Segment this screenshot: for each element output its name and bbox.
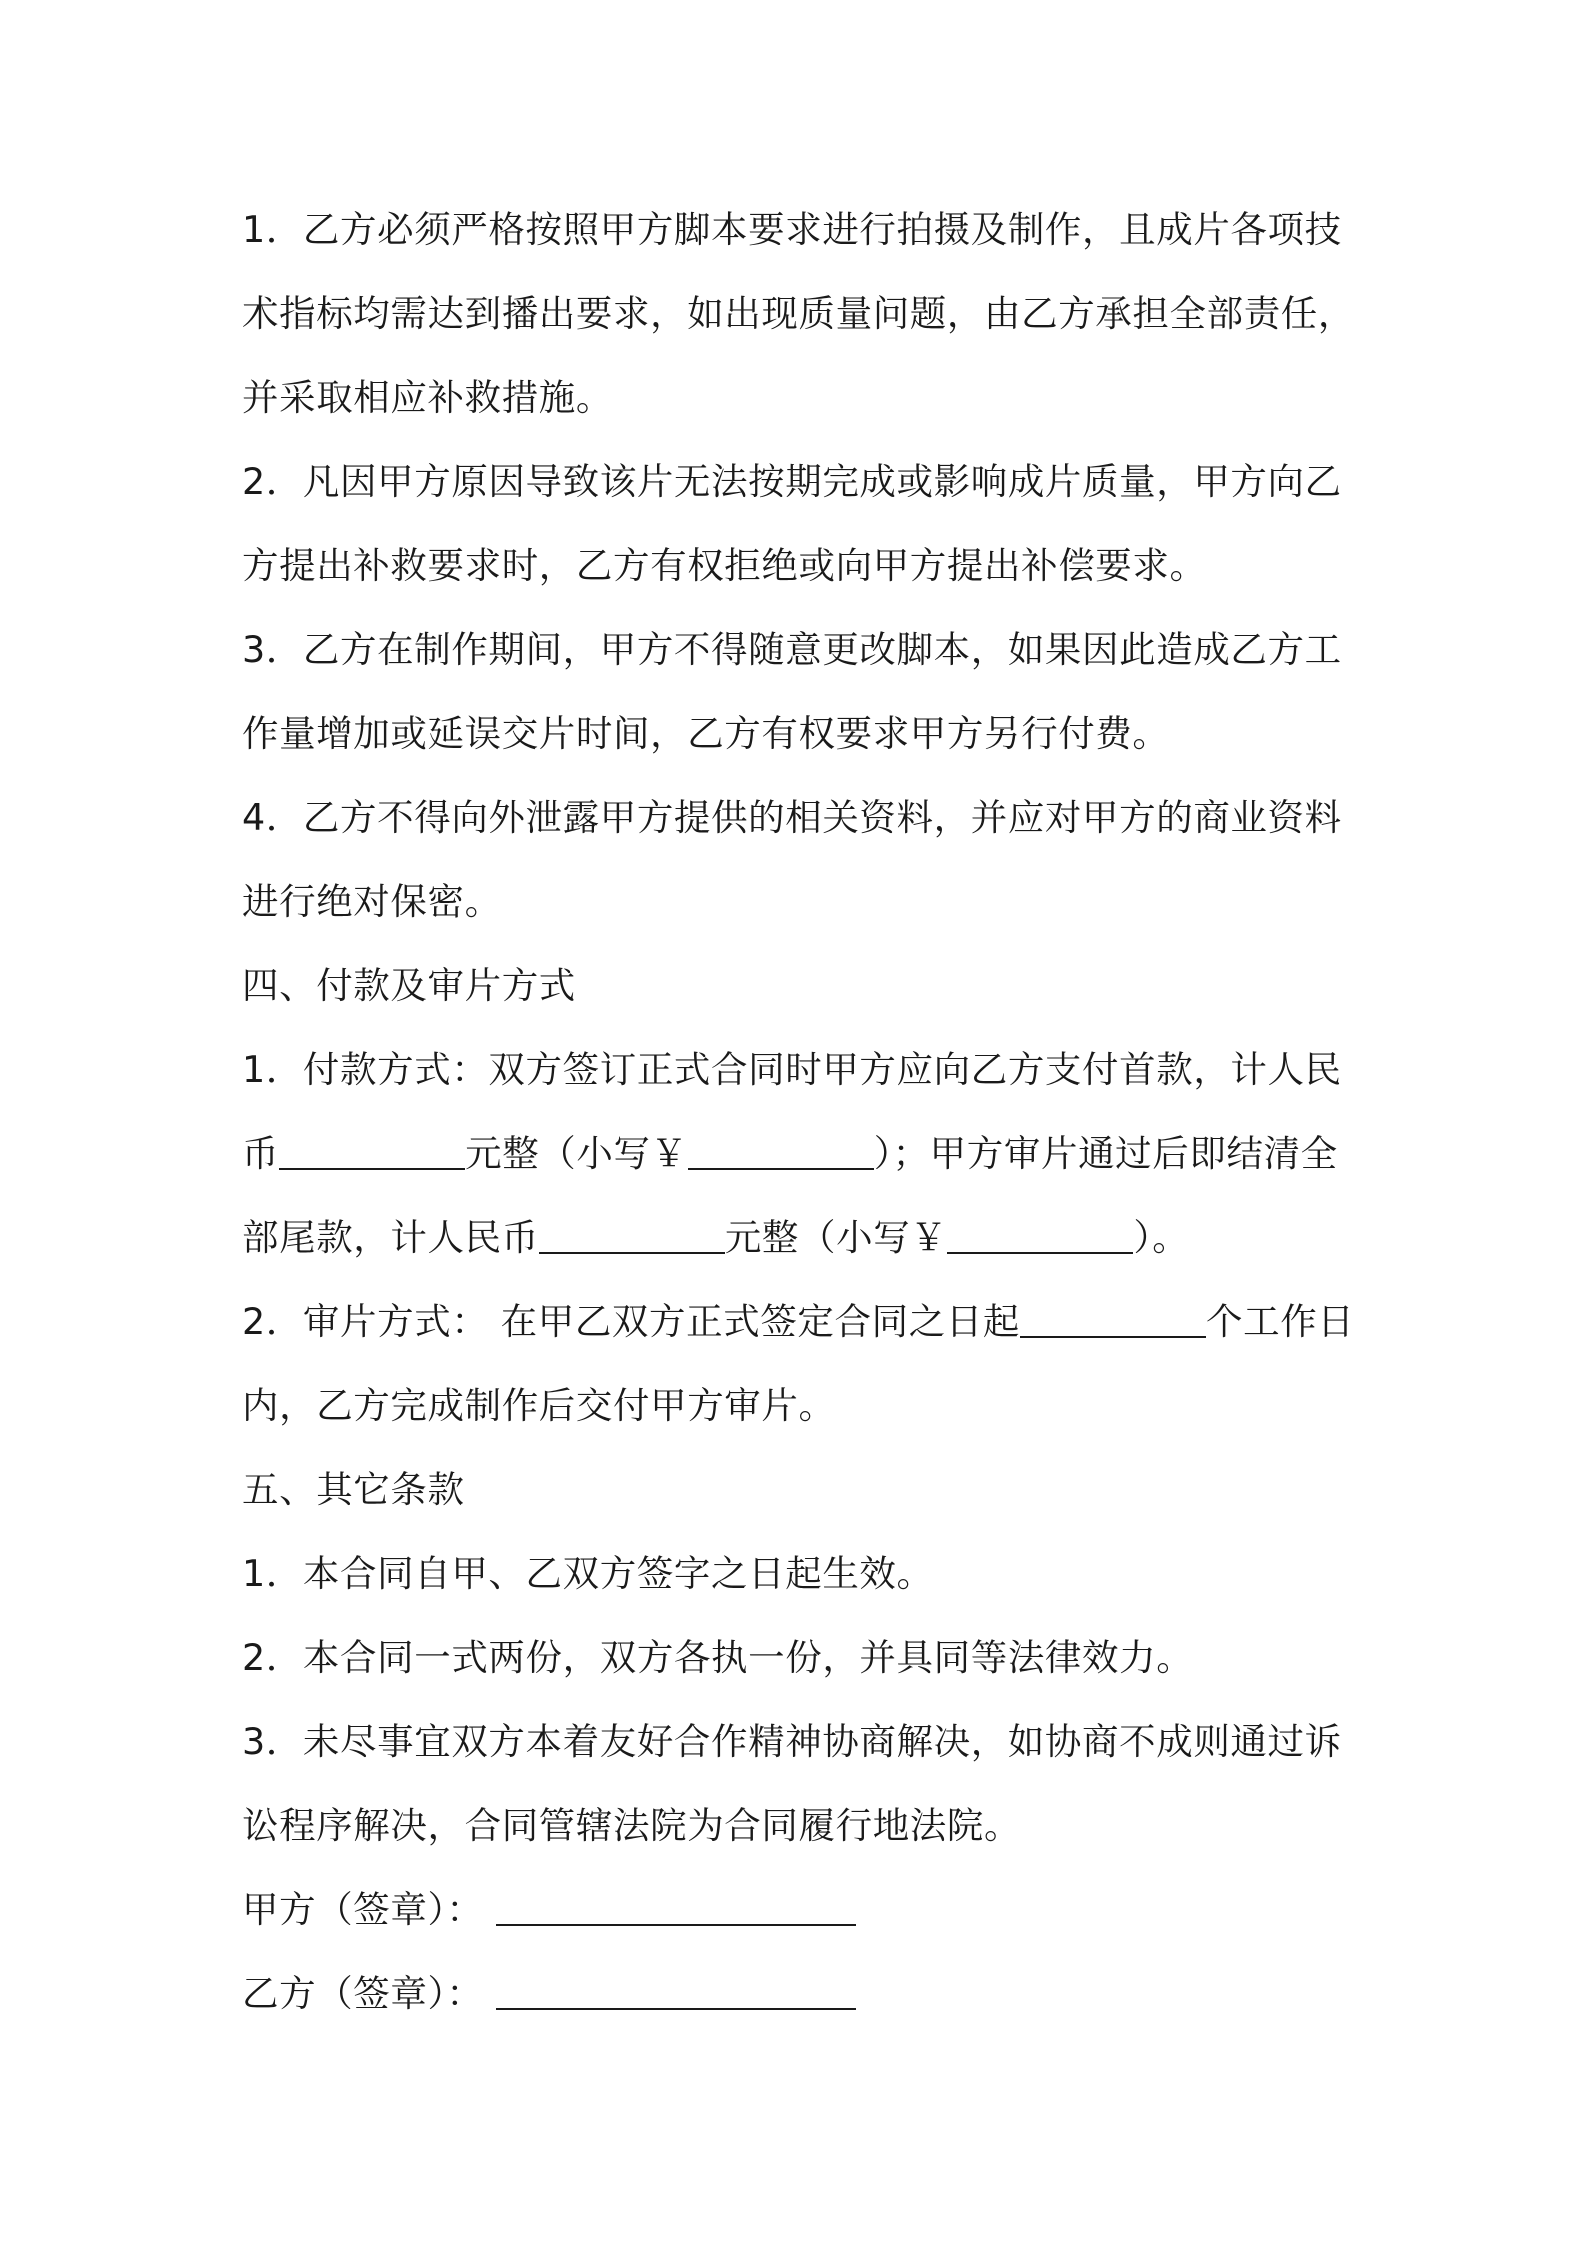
party-a-label: 甲方（签章）：: [242, 1888, 484, 1931]
clause-3-2-line-2: 方提出补救要求时，乙方有权拒绝或向甲方提出补偿要求。: [242, 544, 1207, 587]
party-a-signature-blank: [496, 1884, 856, 1926]
clause-3-4-line-1: 4．乙方不得向外泄露甲方提供的相关资料，并应对甲方的商业资料: [242, 796, 1342, 839]
text-fragment: 元整（小写￥: [465, 1132, 688, 1175]
text-fragment: ）。: [1133, 1216, 1190, 1259]
clause-5-3-line-1: 3．未尽事宜双方本着友好合作精神协商解决，如协商不成则通过诉: [242, 1720, 1342, 1763]
clause-5-1: 1．本合同自甲、乙双方签字之日起生效。: [242, 1552, 934, 1595]
amount-number-blank: [947, 1212, 1133, 1254]
text-fragment: 元整（小写￥: [724, 1216, 948, 1259]
party-b-signature-line: [242, 1952, 1362, 2036]
party-b-label: 乙方（签章）：: [242, 1972, 484, 2015]
clause-3-1-line-1: 1．乙方必须严格按照甲方脚本要求进行拍摄及制作，且成片各项技: [242, 208, 1342, 251]
clause-3-3-line-2: 作量增加或延误交片时间，乙方有权要求甲方另行付费。: [242, 712, 1170, 755]
clause-3-2-line-1: 2．凡因甲方原因导致该片无法按期完成或影响成片质量，甲方向乙: [242, 460, 1342, 503]
amount-number-blank: [688, 1128, 874, 1170]
clause-3-3-line-1: 3．乙方在制作期间，甲方不得随意更改脚本，如果因此造成乙方工: [242, 628, 1342, 671]
text-fragment: ）；甲方审片通过后即结清全: [873, 1132, 1338, 1175]
text-fragment: 2．审片方式： 在甲乙双方正式签定合同之日起: [242, 1300, 1021, 1343]
amount-blank: [539, 1212, 725, 1254]
amount-blank: [279, 1128, 465, 1170]
clause-4-1-line-2: [242, 1112, 1362, 1196]
clause-4-1-line-3: [242, 1196, 1362, 1280]
text-fragment: 个工作日: [1206, 1300, 1355, 1343]
clause-5-2: 2．本合同一式两份，双方各执一份，并具同等法律效力。: [242, 1636, 1194, 1679]
days-blank: [1020, 1296, 1206, 1338]
clause-3-4-line-2: 进行绝对保密。: [242, 880, 502, 923]
section-5-heading: 五、其它条款: [242, 1468, 465, 1511]
clause-5-3-line-2: 讼程序解决，合同管辖法院为合同履行地法院。: [242, 1804, 1022, 1847]
clause-3-1-line-2: 术指标均需达到播出要求，如出现质量问题，由乙方承担全部责任，: [242, 292, 1355, 335]
clause-3-1-line-3: 并采取相应补救措施。: [242, 376, 613, 419]
text-fragment: 部尾款，计人民币: [242, 1216, 539, 1259]
clause-4-1-line-1: 1．付款方式：双方签订正式合同时甲方应向乙方支付首款，计人民: [242, 1048, 1342, 1091]
clause-4-2-line-1: [242, 1280, 1362, 1364]
party-b-signature-blank: [496, 1968, 856, 2010]
clause-4-2-line-2: 内，乙方完成制作后交付甲方审片。: [242, 1384, 836, 1427]
party-a-signature-line: [242, 1868, 1362, 1952]
text-fragment: 币: [242, 1132, 280, 1175]
section-4-heading: 四、付款及审片方式: [242, 964, 576, 1007]
